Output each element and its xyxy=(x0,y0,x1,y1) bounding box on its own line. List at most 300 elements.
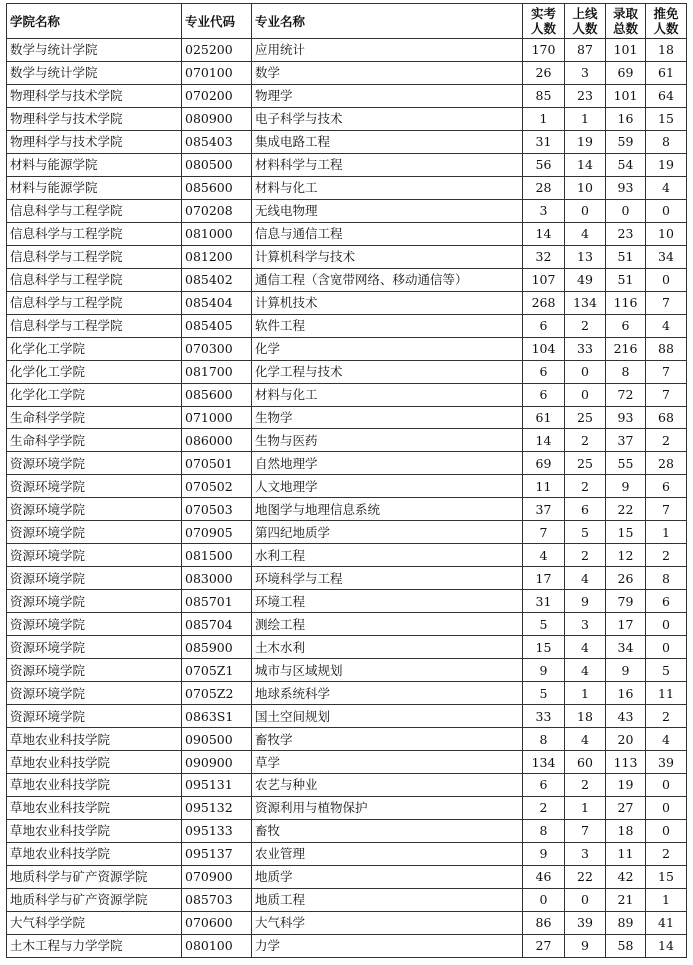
table-row xyxy=(7,659,687,682)
actual-exam-cell: 14 xyxy=(523,429,565,452)
admitted-cell: 8 xyxy=(606,360,646,383)
actual-exam-cell: 17 xyxy=(523,567,565,590)
recommended-cell: 1 xyxy=(646,888,687,911)
admitted-cell: 34 xyxy=(606,636,646,659)
major-cell: 畜牧 xyxy=(252,819,523,842)
major-cell: 地质工程 xyxy=(252,888,523,911)
college-cell: 信息科学与工程学院 xyxy=(7,291,182,314)
actual-exam-cell: 15 xyxy=(523,636,565,659)
code-cell: 085403 xyxy=(182,130,252,153)
table-row xyxy=(7,567,687,590)
major-cell: 电子科学与技术 xyxy=(252,107,523,130)
admitted-cell: 69 xyxy=(606,61,646,84)
college-cell: 信息科学与工程学院 xyxy=(7,199,182,222)
college-cell: 生命科学学院 xyxy=(7,429,182,452)
admitted-cell: 17 xyxy=(606,613,646,636)
actual-exam-cell: 56 xyxy=(523,153,565,176)
actual-exam-cell: 1 xyxy=(523,107,565,130)
admitted-cell: 72 xyxy=(606,383,646,406)
above-line-cell: 14 xyxy=(565,153,606,176)
recommended-cell: 4 xyxy=(646,728,687,751)
recommended-header-line2: 人数 xyxy=(653,21,679,36)
above-line-cell: 5 xyxy=(565,521,606,544)
admitted-cell: 12 xyxy=(606,544,646,567)
college-cell: 材料与能源学院 xyxy=(7,176,182,199)
above-line-cell: 49 xyxy=(565,268,606,291)
major-cell: 材料与化工 xyxy=(252,383,523,406)
admissions-table xyxy=(6,3,687,958)
above-line-cell: 23 xyxy=(565,84,606,107)
college-cell: 资源环境学院 xyxy=(7,590,182,613)
table-row xyxy=(7,39,687,62)
admitted-cell: 116 xyxy=(606,291,646,314)
college-cell: 资源环境学院 xyxy=(7,567,182,590)
college-cell: 信息科学与工程学院 xyxy=(7,314,182,337)
admitted-cell: 16 xyxy=(606,682,646,705)
major-cell: 农艺与种业 xyxy=(252,774,523,797)
recommended-cell: 0 xyxy=(646,636,687,659)
major-cell: 信息与通信工程 xyxy=(252,222,523,245)
table-row xyxy=(7,888,687,911)
code-cell: 070600 xyxy=(182,911,252,934)
recommended-cell: 4 xyxy=(646,314,687,337)
table-row xyxy=(7,796,687,819)
college-cell: 地质科学与矿产资源学院 xyxy=(7,888,182,911)
code-header: 专业代码 xyxy=(182,4,252,39)
table-row xyxy=(7,590,687,613)
above-line-cell: 4 xyxy=(565,567,606,590)
actual-exam-header xyxy=(523,4,565,39)
code-cell: 090500 xyxy=(182,728,252,751)
code-cell: 070502 xyxy=(182,475,252,498)
admitted-header-line2: 总数 xyxy=(612,21,638,36)
actual-exam-cell: 8 xyxy=(523,819,565,842)
table-row xyxy=(7,222,687,245)
admitted-cell: 16 xyxy=(606,107,646,130)
table-row xyxy=(7,130,687,153)
recommended-cell: 0 xyxy=(646,819,687,842)
major-cell: 第四纪地质学 xyxy=(252,521,523,544)
code-cell: 081200 xyxy=(182,245,252,268)
major-cell: 集成电路工程 xyxy=(252,130,523,153)
admitted-cell: 6 xyxy=(606,314,646,337)
admitted-cell: 216 xyxy=(606,337,646,360)
major-cell: 生物与医药 xyxy=(252,429,523,452)
major-cell: 国土空间规划 xyxy=(252,705,523,728)
above-line-cell: 19 xyxy=(565,130,606,153)
college-cell: 资源环境学院 xyxy=(7,659,182,682)
college-cell: 资源环境学院 xyxy=(7,498,182,521)
actual-exam-cell: 2 xyxy=(523,796,565,819)
actual-exam-cell: 33 xyxy=(523,705,565,728)
admitted-cell: 59 xyxy=(606,130,646,153)
major-cell: 计算机科学与技术 xyxy=(252,245,523,268)
above-line-header-line2: 人数 xyxy=(572,21,598,36)
above-line-cell: 6 xyxy=(565,498,606,521)
code-cell: 085900 xyxy=(182,636,252,659)
table-row xyxy=(7,842,687,865)
above-line-cell: 4 xyxy=(565,636,606,659)
code-cell: 070905 xyxy=(182,521,252,544)
recommended-cell: 0 xyxy=(646,796,687,819)
above-line-cell: 2 xyxy=(565,774,606,797)
major-cell: 材料科学与工程 xyxy=(252,153,523,176)
college-cell: 资源环境学院 xyxy=(7,613,182,636)
above-line-cell: 22 xyxy=(565,865,606,888)
above-line-cell: 2 xyxy=(565,429,606,452)
actual-exam-cell: 69 xyxy=(523,452,565,475)
college-cell: 化学化工学院 xyxy=(7,383,182,406)
major-cell: 力学 xyxy=(252,934,523,957)
code-cell: 071000 xyxy=(182,406,252,429)
recommended-cell: 15 xyxy=(646,865,687,888)
admitted-cell: 27 xyxy=(606,796,646,819)
college-cell: 材料与能源学院 xyxy=(7,153,182,176)
college-cell: 地质科学与矿产资源学院 xyxy=(7,865,182,888)
above-line-cell: 33 xyxy=(565,337,606,360)
admitted-cell: 79 xyxy=(606,590,646,613)
major-cell: 城市与区域规划 xyxy=(252,659,523,682)
actual-exam-cell: 134 xyxy=(523,751,565,774)
code-cell: 070501 xyxy=(182,452,252,475)
actual-exam-cell: 37 xyxy=(523,498,565,521)
admitted-cell: 43 xyxy=(606,705,646,728)
admitted-cell: 113 xyxy=(606,751,646,774)
college-cell: 草地农业科技学院 xyxy=(7,774,182,797)
recommended-header-line1: 推免 xyxy=(653,6,679,21)
table-row xyxy=(7,337,687,360)
recommended-cell: 15 xyxy=(646,107,687,130)
above-line-cell: 3 xyxy=(565,61,606,84)
actual-exam-cell: 28 xyxy=(523,176,565,199)
college-cell: 数学与统计学院 xyxy=(7,39,182,62)
admitted-cell: 51 xyxy=(606,268,646,291)
admissions-table-container xyxy=(6,3,687,958)
table-row xyxy=(7,544,687,567)
college-cell: 化学化工学院 xyxy=(7,360,182,383)
table-row xyxy=(7,682,687,705)
code-cell: 070300 xyxy=(182,337,252,360)
code-cell: 085402 xyxy=(182,268,252,291)
table-row xyxy=(7,383,687,406)
code-cell: 025200 xyxy=(182,39,252,62)
table-row xyxy=(7,636,687,659)
college-cell: 草地农业科技学院 xyxy=(7,842,182,865)
table-row xyxy=(7,429,687,452)
table-row xyxy=(7,245,687,268)
major-cell: 草学 xyxy=(252,751,523,774)
recommended-cell: 34 xyxy=(646,245,687,268)
major-cell: 畜牧学 xyxy=(252,728,523,751)
code-cell: 085704 xyxy=(182,613,252,636)
recommended-cell: 7 xyxy=(646,291,687,314)
code-cell: 070503 xyxy=(182,498,252,521)
code-cell: 095132 xyxy=(182,796,252,819)
major-cell: 环境工程 xyxy=(252,590,523,613)
above-line-cell: 2 xyxy=(565,314,606,337)
admitted-cell: 23 xyxy=(606,222,646,245)
recommended-cell: 7 xyxy=(646,498,687,521)
actual-exam-cell: 6 xyxy=(523,314,565,337)
table-header xyxy=(7,4,687,39)
actual-exam-cell: 0 xyxy=(523,888,565,911)
major-cell: 人文地理学 xyxy=(252,475,523,498)
major-cell: 化学工程与技术 xyxy=(252,360,523,383)
recommended-cell: 8 xyxy=(646,130,687,153)
major-cell: 测绘工程 xyxy=(252,613,523,636)
college-cell: 数学与统计学院 xyxy=(7,61,182,84)
admitted-cell: 93 xyxy=(606,176,646,199)
major-cell: 计算机技术 xyxy=(252,291,523,314)
table-row xyxy=(7,613,687,636)
recommended-cell: 2 xyxy=(646,429,687,452)
college-cell: 资源环境学院 xyxy=(7,682,182,705)
actual-exam-cell: 4 xyxy=(523,544,565,567)
above-line-cell: 0 xyxy=(565,199,606,222)
actual-exam-cell: 46 xyxy=(523,865,565,888)
actual-exam-cell: 6 xyxy=(523,383,565,406)
college-cell: 草地农业科技学院 xyxy=(7,796,182,819)
admitted-cell: 58 xyxy=(606,934,646,957)
actual-exam-cell: 170 xyxy=(523,39,565,62)
college-cell: 资源环境学院 xyxy=(7,636,182,659)
recommended-cell: 2 xyxy=(646,544,687,567)
actual-exam-cell: 104 xyxy=(523,337,565,360)
college-cell: 资源环境学院 xyxy=(7,475,182,498)
header-row xyxy=(7,4,687,39)
table-row xyxy=(7,819,687,842)
actual-exam-cell: 268 xyxy=(523,291,565,314)
actual-exam-cell: 8 xyxy=(523,728,565,751)
actual-exam-cell: 31 xyxy=(523,590,565,613)
recommended-cell: 2 xyxy=(646,842,687,865)
college-cell: 物理科学与技术学院 xyxy=(7,107,182,130)
major-cell: 软件工程 xyxy=(252,314,523,337)
college-cell: 信息科学与工程学院 xyxy=(7,268,182,291)
major-cell: 化学 xyxy=(252,337,523,360)
major-cell: 地图学与地理信息系统 xyxy=(252,498,523,521)
code-cell: 085404 xyxy=(182,291,252,314)
above-line-cell: 2 xyxy=(565,475,606,498)
above-line-cell: 1 xyxy=(565,682,606,705)
table-row xyxy=(7,751,687,774)
major-cell: 无线电物理 xyxy=(252,199,523,222)
recommended-cell: 4 xyxy=(646,176,687,199)
above-line-cell: 25 xyxy=(565,452,606,475)
table-row xyxy=(7,107,687,130)
code-cell: 086000 xyxy=(182,429,252,452)
recommended-cell: 7 xyxy=(646,383,687,406)
major-cell: 地质学 xyxy=(252,865,523,888)
actual-exam-header-line1: 实考 xyxy=(530,6,556,21)
admitted-cell: 93 xyxy=(606,406,646,429)
actual-exam-cell: 6 xyxy=(523,360,565,383)
table-row xyxy=(7,176,687,199)
above-line-cell: 3 xyxy=(565,613,606,636)
actual-exam-cell: 7 xyxy=(523,521,565,544)
above-line-cell: 9 xyxy=(565,934,606,957)
recommended-cell: 5 xyxy=(646,659,687,682)
actual-exam-cell: 86 xyxy=(523,911,565,934)
college-cell: 物理科学与技术学院 xyxy=(7,130,182,153)
college-cell: 草地农业科技学院 xyxy=(7,819,182,842)
actual-exam-cell: 11 xyxy=(523,475,565,498)
above-line-cell: 13 xyxy=(565,245,606,268)
recommended-cell: 6 xyxy=(646,590,687,613)
table-row xyxy=(7,521,687,544)
above-line-cell: 2 xyxy=(565,544,606,567)
actual-exam-cell: 31 xyxy=(523,130,565,153)
above-line-cell: 3 xyxy=(565,842,606,865)
above-line-cell: 0 xyxy=(565,360,606,383)
code-cell: 081000 xyxy=(182,222,252,245)
admitted-cell: 20 xyxy=(606,728,646,751)
college-cell: 资源环境学院 xyxy=(7,452,182,475)
above-line-cell: 0 xyxy=(565,888,606,911)
above-line-cell: 60 xyxy=(565,751,606,774)
college-cell: 信息科学与工程学院 xyxy=(7,245,182,268)
admitted-cell: 18 xyxy=(606,819,646,842)
above-line-cell: 134 xyxy=(565,291,606,314)
recommended-cell: 0 xyxy=(646,774,687,797)
code-cell: 080100 xyxy=(182,934,252,957)
table-row xyxy=(7,61,687,84)
code-cell: 085703 xyxy=(182,888,252,911)
table-row xyxy=(7,475,687,498)
admitted-cell: 9 xyxy=(606,475,646,498)
recommended-cell: 14 xyxy=(646,934,687,957)
actual-exam-cell: 6 xyxy=(523,774,565,797)
recommended-cell: 0 xyxy=(646,613,687,636)
college-cell: 大气科学学院 xyxy=(7,911,182,934)
above-line-cell: 4 xyxy=(565,222,606,245)
table-row xyxy=(7,774,687,797)
admitted-cell: 26 xyxy=(606,567,646,590)
major-cell: 数学 xyxy=(252,61,523,84)
actual-exam-header-line2: 人数 xyxy=(530,21,556,36)
college-cell: 资源环境学院 xyxy=(7,544,182,567)
major-cell: 物理学 xyxy=(252,84,523,107)
recommended-header xyxy=(646,4,687,39)
table-row xyxy=(7,199,687,222)
code-cell: 070208 xyxy=(182,199,252,222)
admitted-cell: 19 xyxy=(606,774,646,797)
table-row xyxy=(7,728,687,751)
actual-exam-cell: 61 xyxy=(523,406,565,429)
code-cell: 083000 xyxy=(182,567,252,590)
actual-exam-cell: 32 xyxy=(523,245,565,268)
major-cell: 通信工程（含宽带网络、移动通信等） xyxy=(252,268,523,291)
above-line-cell: 87 xyxy=(565,39,606,62)
code-cell: 080900 xyxy=(182,107,252,130)
college-cell: 草地农业科技学院 xyxy=(7,728,182,751)
actual-exam-cell: 9 xyxy=(523,659,565,682)
above-line-cell: 1 xyxy=(565,107,606,130)
admitted-cell: 11 xyxy=(606,842,646,865)
admitted-cell: 42 xyxy=(606,865,646,888)
admitted-cell: 0 xyxy=(606,199,646,222)
admitted-header-line1: 录取 xyxy=(612,6,638,21)
college-cell: 化学化工学院 xyxy=(7,337,182,360)
above-line-cell: 39 xyxy=(565,911,606,934)
admitted-cell: 21 xyxy=(606,888,646,911)
table-row xyxy=(7,84,687,107)
admitted-cell: 51 xyxy=(606,245,646,268)
table-row xyxy=(7,153,687,176)
above-line-cell: 7 xyxy=(565,819,606,842)
table-row xyxy=(7,406,687,429)
recommended-cell: 18 xyxy=(646,39,687,62)
actual-exam-cell: 5 xyxy=(523,613,565,636)
admitted-cell: 55 xyxy=(606,452,646,475)
above-line-header xyxy=(565,4,606,39)
above-line-header-line1: 上线 xyxy=(572,6,598,21)
code-cell: 0705Z2 xyxy=(182,682,252,705)
major-cell: 水利工程 xyxy=(252,544,523,567)
table-row xyxy=(7,705,687,728)
actual-exam-cell: 14 xyxy=(523,222,565,245)
table-row xyxy=(7,934,687,957)
college-cell: 信息科学与工程学院 xyxy=(7,222,182,245)
major-cell: 材料与化工 xyxy=(252,176,523,199)
recommended-cell: 11 xyxy=(646,682,687,705)
recommended-cell: 64 xyxy=(646,84,687,107)
actual-exam-cell: 85 xyxy=(523,84,565,107)
recommended-cell: 0 xyxy=(646,268,687,291)
above-line-cell: 4 xyxy=(565,659,606,682)
table-body xyxy=(7,39,687,958)
major-cell: 环境科学与工程 xyxy=(252,567,523,590)
actual-exam-cell: 5 xyxy=(523,682,565,705)
recommended-cell: 6 xyxy=(646,475,687,498)
code-cell: 085600 xyxy=(182,383,252,406)
recommended-cell: 7 xyxy=(646,360,687,383)
table-row xyxy=(7,865,687,888)
college-cell: 物理科学与技术学院 xyxy=(7,84,182,107)
table-row xyxy=(7,911,687,934)
actual-exam-cell: 3 xyxy=(523,199,565,222)
above-line-cell: 10 xyxy=(565,176,606,199)
actual-exam-cell: 26 xyxy=(523,61,565,84)
major-cell: 农业管理 xyxy=(252,842,523,865)
above-line-cell: 9 xyxy=(565,590,606,613)
code-cell: 070200 xyxy=(182,84,252,107)
college-cell: 草地农业科技学院 xyxy=(7,751,182,774)
code-cell: 081500 xyxy=(182,544,252,567)
code-cell: 081700 xyxy=(182,360,252,383)
admitted-cell: 15 xyxy=(606,521,646,544)
recommended-cell: 88 xyxy=(646,337,687,360)
code-cell: 085701 xyxy=(182,590,252,613)
major-cell: 自然地理学 xyxy=(252,452,523,475)
above-line-cell: 1 xyxy=(565,796,606,819)
recommended-cell: 19 xyxy=(646,153,687,176)
actual-exam-cell: 27 xyxy=(523,934,565,957)
table-row xyxy=(7,498,687,521)
code-cell: 095133 xyxy=(182,819,252,842)
table-row xyxy=(7,291,687,314)
recommended-cell: 1 xyxy=(646,521,687,544)
admitted-header xyxy=(606,4,646,39)
major-header: 专业名称 xyxy=(252,4,523,39)
code-cell: 070900 xyxy=(182,865,252,888)
above-line-cell: 18 xyxy=(565,705,606,728)
college-cell: 土木工程与力学学院 xyxy=(7,934,182,957)
college-cell: 生命科学学院 xyxy=(7,406,182,429)
recommended-cell: 2 xyxy=(646,705,687,728)
admitted-cell: 89 xyxy=(606,911,646,934)
recommended-cell: 39 xyxy=(646,751,687,774)
